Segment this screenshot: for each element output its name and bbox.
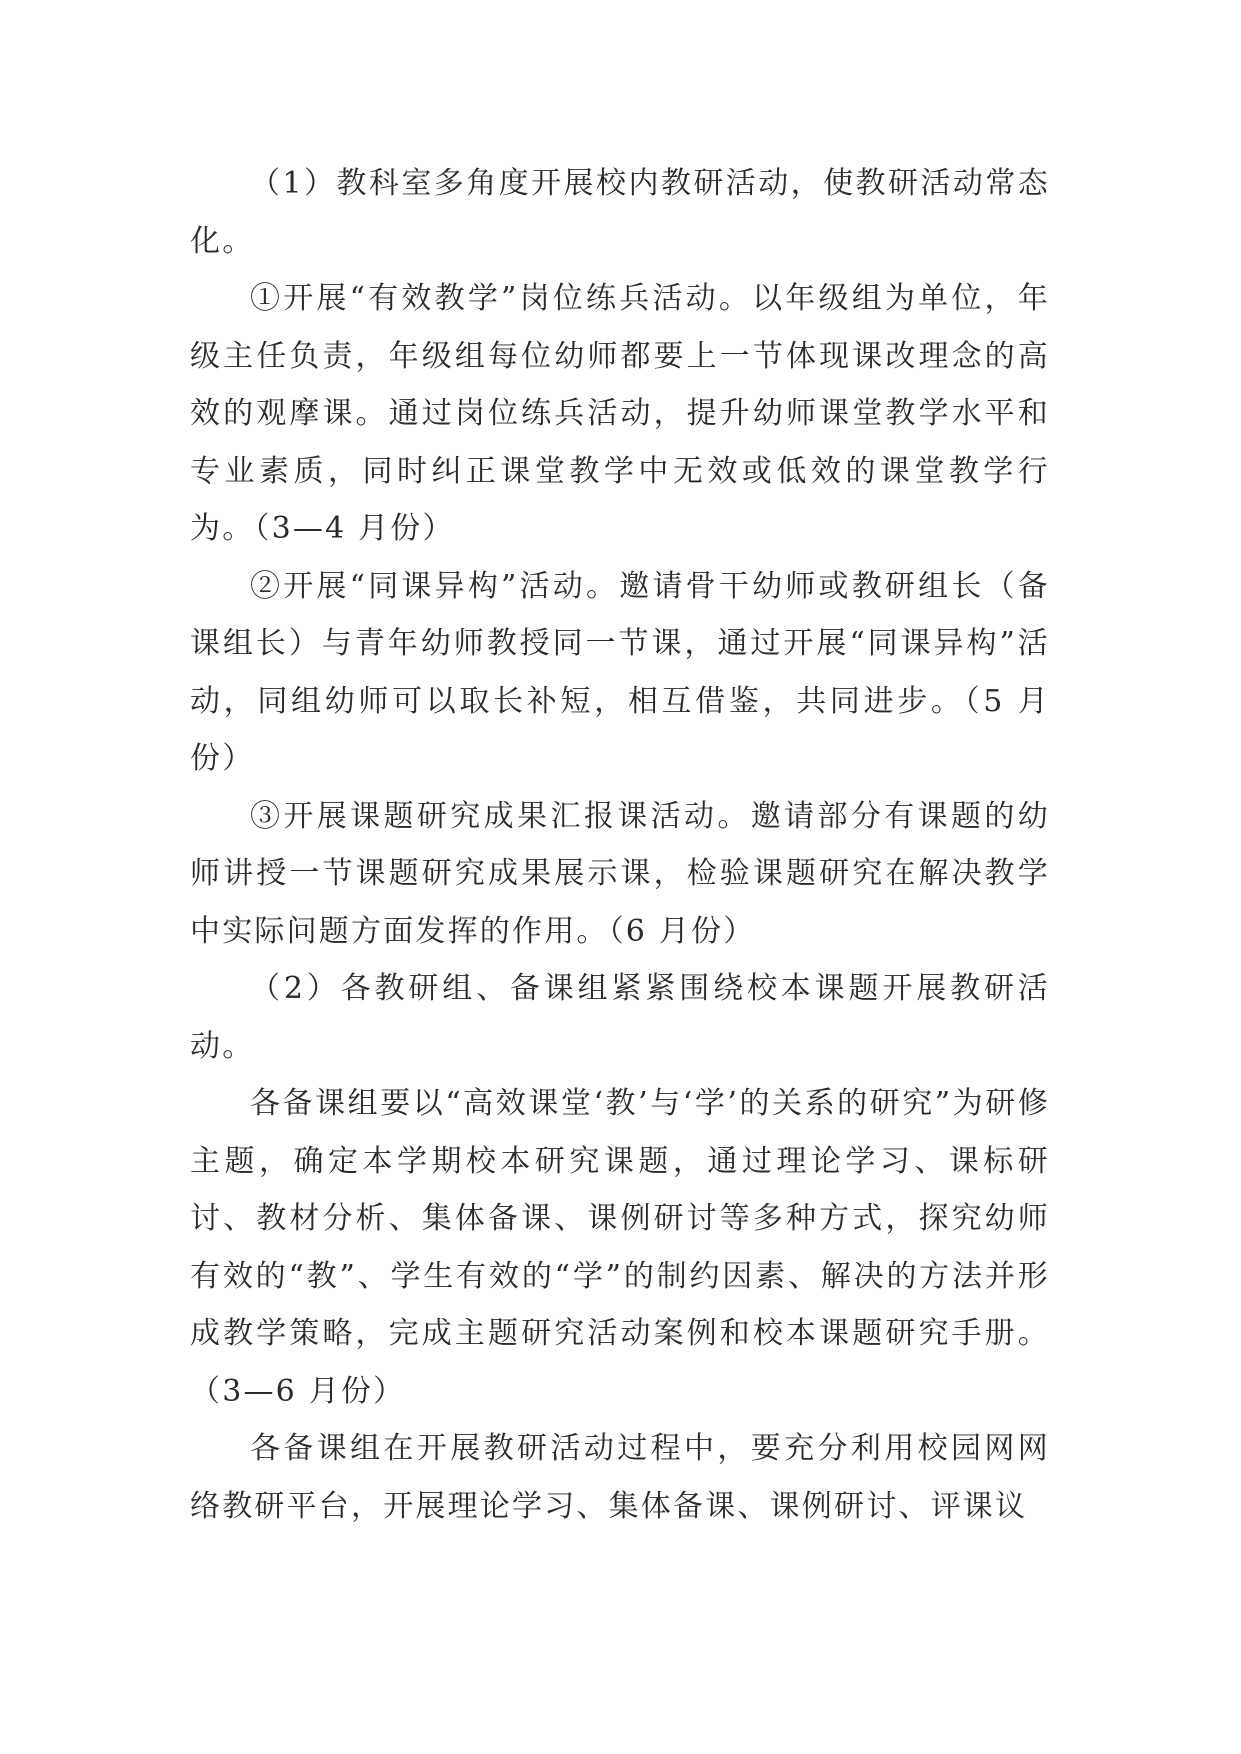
document-body [190,155,1050,1535]
paragraph-4: ③开展课题研究成果汇报课活动。邀请部分有课题的幼师讲授一节课题研究成果展示课，检验课题研究在解决教学中实际问题方面发挥的作用。（6 月份） [190,798,1050,949]
paragraph-5: （2）各教研组、备课组紧紧围绕校本课题开展教研活动。 [190,971,1050,1064]
paragraph-7: 各备课组在开展教研活动过程中，要充分利用校园网网络教研平台，开展理论学习、集体备课、课例研讨、评课议 [190,1431,1050,1524]
paragraph-1: （1）教科室多角度开展校内教研活动，使教研活动常态化。 [190,166,1050,259]
paragraph-6: 各备课组要以“高效课堂‘教’与‘学’的关系的研究”为研修主题，确定本学期校本研究课题，通过理论学习、课标研讨、教材分析、集体备课、课例研讨等多种方式，探究幼师有效的“教”、学生有效的“学”的制约因素、解决的方法并形成教学策略，完成主题研究活动案例和校本课题研究手册。（3—6 月份） [190,1086,1050,1409]
paragraph-2: ①开展“有效教学”岗位练兵活动。以年级组为单位，年级主任负责，年级组每位幼师都要上一节体现课改理念的高效的观摩课。通过岗位练兵活动，提升幼师课堂教学水平和专业素质，同时纠正课堂教学中无效或低效的课堂教学行为。（3—4 月份） [190,281,1050,546]
paragraph-3: ②开展“同课异构”活动。邀请骨干幼师或教研组长（备课组长）与青年幼师教授同一节课，通过开展“同课异构”活动，同组幼师可以取长补短，相互借鉴，共同进步。（5 月份） [190,568,1050,776]
